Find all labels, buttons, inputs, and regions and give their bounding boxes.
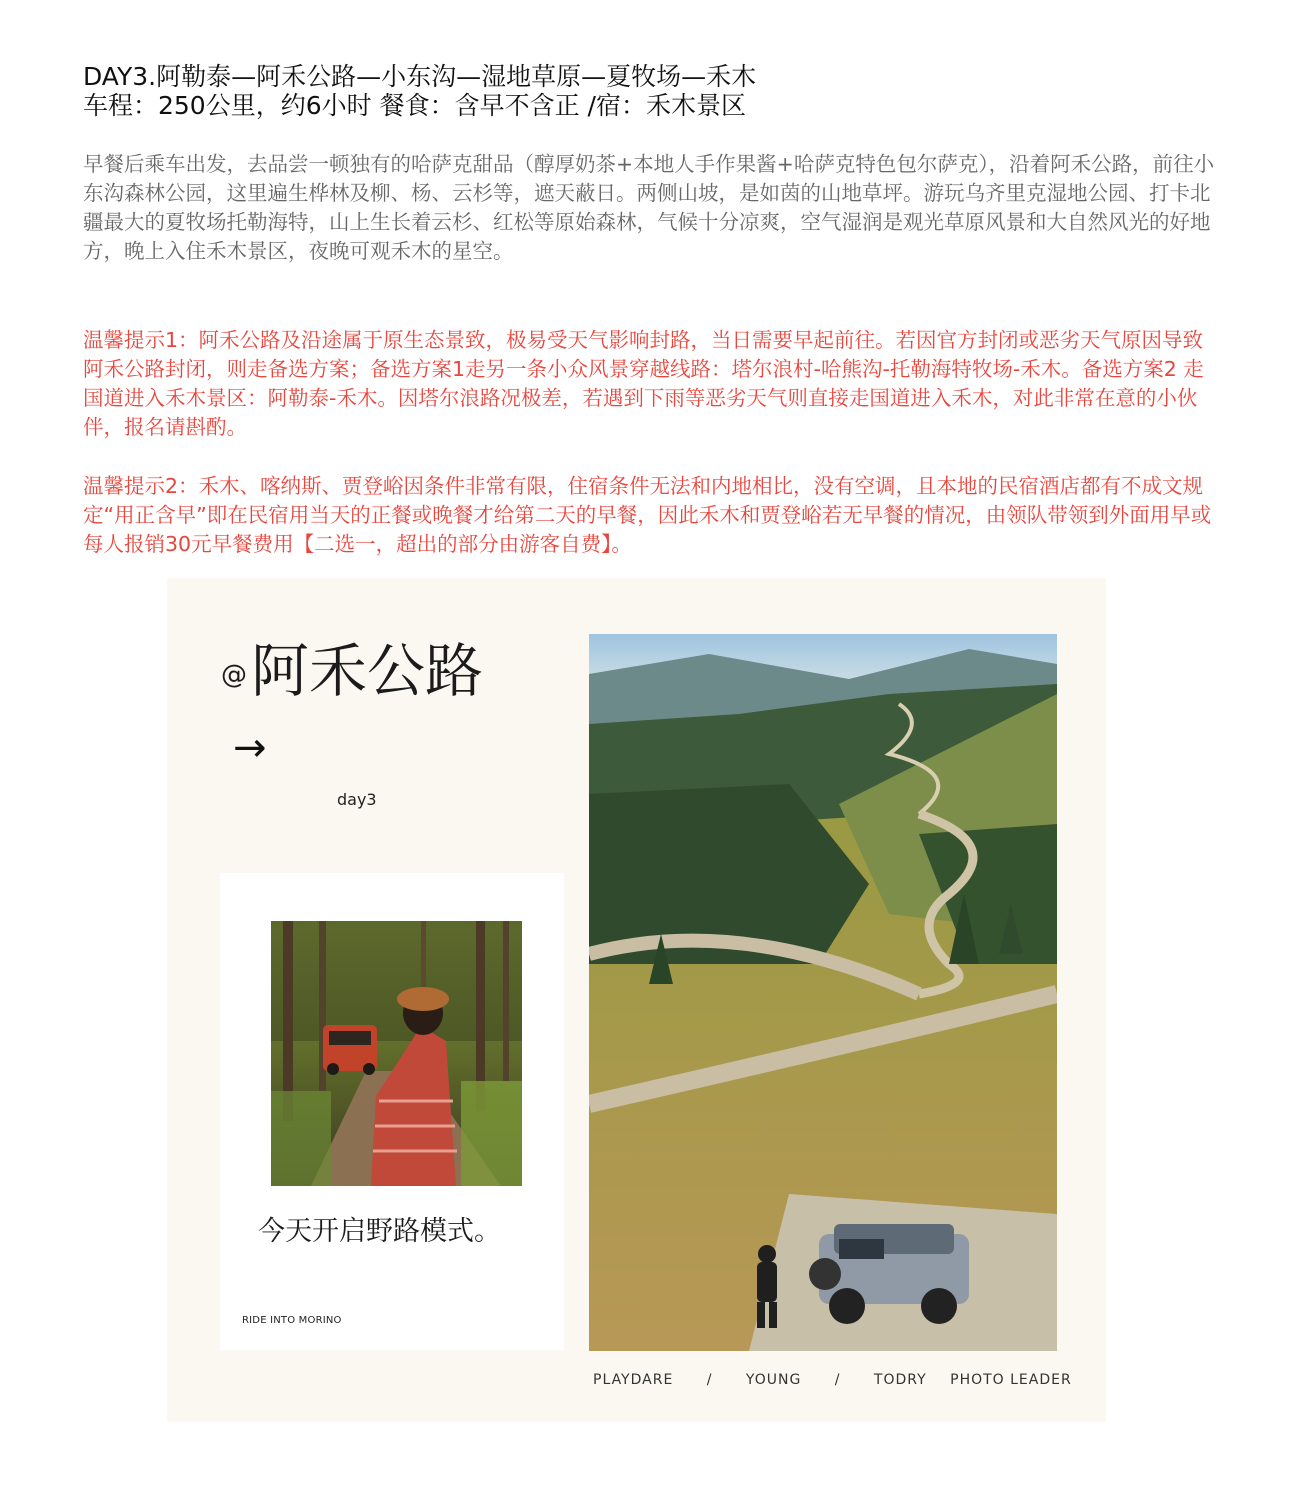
photo-caption: 今天开启野路模式。 — [258, 1216, 501, 1247]
credit-separator: / — [834, 1372, 841, 1388]
valley-road-photo — [589, 634, 1057, 1351]
photo-credits — [593, 1372, 1072, 1388]
at-sign: @ — [221, 660, 247, 690]
poster-title — [221, 633, 483, 709]
day-travel-info: 车程：250公里，约6小时 餐食：含早不含正 /宿：禾木景区 — [83, 91, 746, 120]
itinerary-description: 早餐后乘车出发，去品尝一顿独有的哈萨克甜品（醇厚奶茶+本地人手作果酱+哈萨克特色包尔萨克），沿着阿禾公路，前往小东沟森林公园，这里遍生桦林及柳、杨、云杉等，遮天蔽日。两侧山坡，是如茵的山地草坪。游玩乌齐里克湿地公园、打卡北疆最大的夏牧场托勒海特，山上生长着云杉、红松等原始森林，气候十分凉爽，空气湿润是观光草原风景和大自然风光的好地方，晚上入住禾木景区，夜晚可观禾木的星空。 — [83, 152, 1215, 263]
credit-playdare: PLAYDARE — [593, 1372, 674, 1388]
poster-title-text: 阿禾公路 — [251, 637, 484, 705]
photo-frame — [220, 873, 564, 1350]
day-route-title: DAY3.阿勒泰—阿禾公路—小东沟—湿地草原—夏牧场—禾木 — [83, 62, 757, 91]
warm-tip-1: 温馨提示1：阿禾公路及沿途属于原生态景致，极易受天气影响封路，当日需要早起前往。若因官方封闭或恶劣天气原因导致阿禾公路封闭，则走备选方案；备选方案1走另一条小众风景穿越线路：塔尔浪村-哈熊沟-托勒海特牧场-禾木。备选方案2 走国道进入禾木景区：阿勒泰-禾木。因塔尔浪路况极差，若遇到下雨等恶劣天气则直接走国道进入禾木，对此非常在意的小伙伴，报名请斟酌。 — [83, 328, 1204, 439]
credit-photo-leader: PHOTO LEADER — [950, 1372, 1072, 1388]
credit-separator: / — [706, 1372, 713, 1388]
forest-road-photo — [271, 921, 522, 1186]
ride-tagline: RIDE INTO MORINO — [242, 1315, 342, 1326]
credit-young: YOUNG — [745, 1372, 802, 1388]
day-label: day3 — [337, 790, 377, 809]
credit-todry: TODRY — [873, 1372, 927, 1388]
arrow-right-icon: → — [233, 725, 267, 771]
day-header — [83, 62, 1233, 120]
warm-tip-2: 温馨提示2：禾木、喀纳斯、贾登峪因条件非常有限，住宿条件无法和内地相比，没有空调，且本地的民宿酒店都有不成文规定“用正含早”即在民宿用当天的正餐或晚餐才给第二天的早餐，因此禾木和贾登峪若无早餐的情况，由领队带领到外面用早或每人报销30元早餐费用【二选一，超出的部分由游客自费】。 — [83, 474, 1212, 556]
route-poster-card — [167, 578, 1106, 1422]
